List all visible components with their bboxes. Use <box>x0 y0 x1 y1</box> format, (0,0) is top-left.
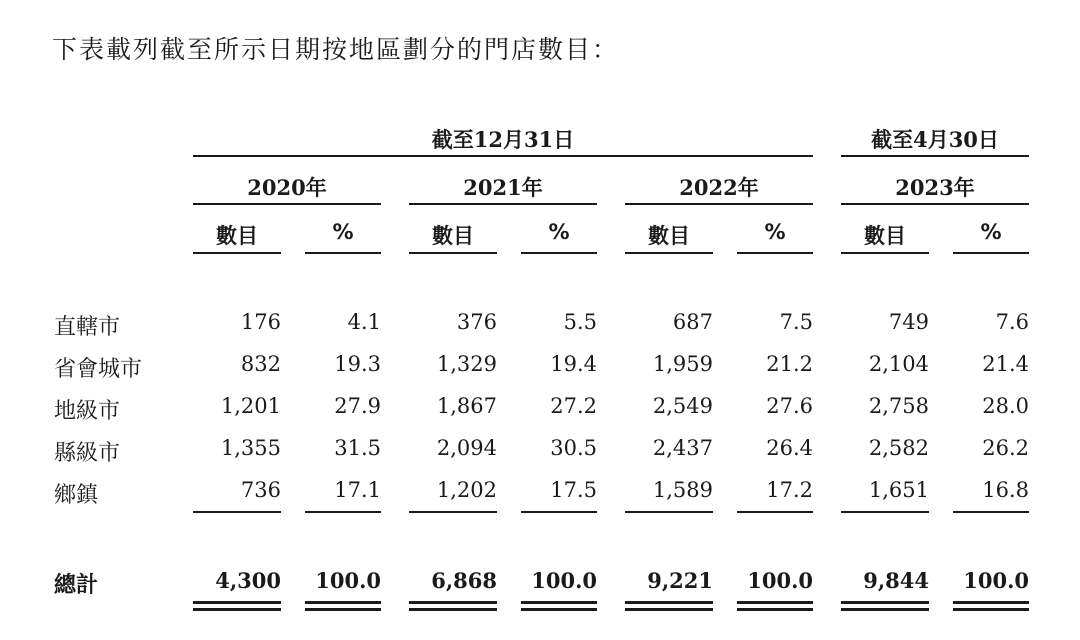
double-rule <box>305 601 381 611</box>
double-rule <box>841 601 929 611</box>
table-cell: 176 <box>240 310 281 334</box>
row-label: 直轄市 <box>54 315 121 340</box>
subheader-pct-2021: % <box>548 220 570 244</box>
intro-text: 下表載列截至所示日期按地區劃分的門店數目： <box>52 35 620 64</box>
subheader-count-2021: 數目 <box>432 224 474 248</box>
table-cell: 2,094 <box>436 436 497 460</box>
total-cell: 100.0 <box>315 568 381 593</box>
sum-rule <box>625 511 713 513</box>
double-rule <box>953 601 1029 611</box>
total-cell: 4,300 <box>215 568 281 593</box>
total-cell: 9,221 <box>647 568 713 593</box>
table-cell: 2,758 <box>868 394 929 418</box>
row-label: 縣級市 <box>54 441 121 466</box>
sum-rule <box>305 511 381 513</box>
double-rule <box>409 601 497 611</box>
subheader-pct-2022: % <box>764 220 786 244</box>
subheader-rule <box>193 252 281 254</box>
sum-rule <box>953 511 1029 513</box>
table-cell: 26.2 <box>982 436 1029 460</box>
year-rule-2021 <box>409 203 597 205</box>
table-cell: 1,959 <box>652 352 713 376</box>
table-cell: 28.0 <box>982 394 1029 418</box>
table-cell: 1,329 <box>436 352 497 376</box>
subheader-count-2020: 數目 <box>216 224 258 248</box>
table-cell: 7.5 <box>779 310 813 334</box>
subheader-rule <box>625 252 713 254</box>
table-cell: 27.6 <box>766 394 813 418</box>
year-header-2023: 2023年 <box>895 175 975 200</box>
subheader-count-2022: 數目 <box>648 224 690 248</box>
year-rule-2020 <box>193 203 381 205</box>
total-cell: 100.0 <box>531 568 597 593</box>
row-label: 地級市 <box>54 399 121 424</box>
table-cell: 1,867 <box>436 394 497 418</box>
table-cell: 26.4 <box>766 436 813 460</box>
table-cell: 376 <box>456 310 497 334</box>
table-cell: 27.2 <box>550 394 597 418</box>
table-cell: 27.9 <box>334 394 381 418</box>
double-rule <box>625 601 713 611</box>
group-header-dec31: 截至12月31日 <box>431 127 575 152</box>
subheader-rule <box>409 252 497 254</box>
subheader-pct-2023: % <box>980 220 1002 244</box>
total-cell: 6,868 <box>431 568 497 593</box>
table-cell: 2,549 <box>652 394 713 418</box>
total-cell: 100.0 <box>747 568 813 593</box>
total-cell: 9,844 <box>863 568 929 593</box>
table-cell: 30.5 <box>550 436 597 460</box>
table-cell: 16.8 <box>982 478 1029 502</box>
table-cell: 1,589 <box>652 478 713 502</box>
table-cell: 1,202 <box>436 478 497 502</box>
total-cell: 100.0 <box>963 568 1029 593</box>
sum-rule <box>409 511 497 513</box>
table-cell: 7.6 <box>995 310 1029 334</box>
table-cell: 832 <box>240 352 281 376</box>
sum-rule <box>841 511 929 513</box>
table-cell: 687 <box>672 310 713 334</box>
sum-rule <box>193 511 281 513</box>
table-cell: 4.1 <box>347 310 381 334</box>
group-rule-dec31 <box>193 155 813 157</box>
double-rule <box>193 601 281 611</box>
subheader-count-2023: 數目 <box>864 224 906 248</box>
double-rule <box>521 601 597 611</box>
year-header-2021: 2021年 <box>463 175 543 200</box>
group-header-apr30: 截至4月30日 <box>871 127 999 152</box>
table-cell: 1,355 <box>220 436 281 460</box>
row-label: 省會城市 <box>54 357 143 382</box>
sum-rule <box>521 511 597 513</box>
row-label: 鄉鎮 <box>54 483 99 508</box>
year-header-2020: 2020年 <box>247 175 327 200</box>
subheader-rule <box>841 252 929 254</box>
table-cell: 1,201 <box>220 394 281 418</box>
table-cell: 749 <box>888 310 929 334</box>
table-cell: 31.5 <box>334 436 381 460</box>
year-rule-2022 <box>625 203 813 205</box>
year-rule-2023 <box>841 203 1029 205</box>
group-rule-apr30 <box>841 155 1029 157</box>
table-cell: 17.2 <box>766 478 813 502</box>
table-cell: 736 <box>240 478 281 502</box>
table-cell: 1,651 <box>868 478 929 502</box>
subheader-rule <box>737 252 813 254</box>
subheader-pct-2020: % <box>332 220 354 244</box>
sum-rule <box>737 511 813 513</box>
table-cell: 19.3 <box>334 352 381 376</box>
year-header-2022: 2022年 <box>679 175 759 200</box>
table-cell: 21.2 <box>766 352 813 376</box>
table-cell: 2,104 <box>868 352 929 376</box>
total-label: 總計 <box>54 573 99 598</box>
table-cell: 17.5 <box>550 478 597 502</box>
table-cell: 19.4 <box>550 352 597 376</box>
table-cell: 2,437 <box>652 436 713 460</box>
double-rule <box>737 601 813 611</box>
subheader-rule <box>305 252 381 254</box>
table-cell: 21.4 <box>982 352 1029 376</box>
table-cell: 5.5 <box>563 310 597 334</box>
subheader-rule <box>953 252 1029 254</box>
table-cell: 2,582 <box>868 436 929 460</box>
table-cell: 17.1 <box>334 478 381 502</box>
subheader-rule <box>521 252 597 254</box>
